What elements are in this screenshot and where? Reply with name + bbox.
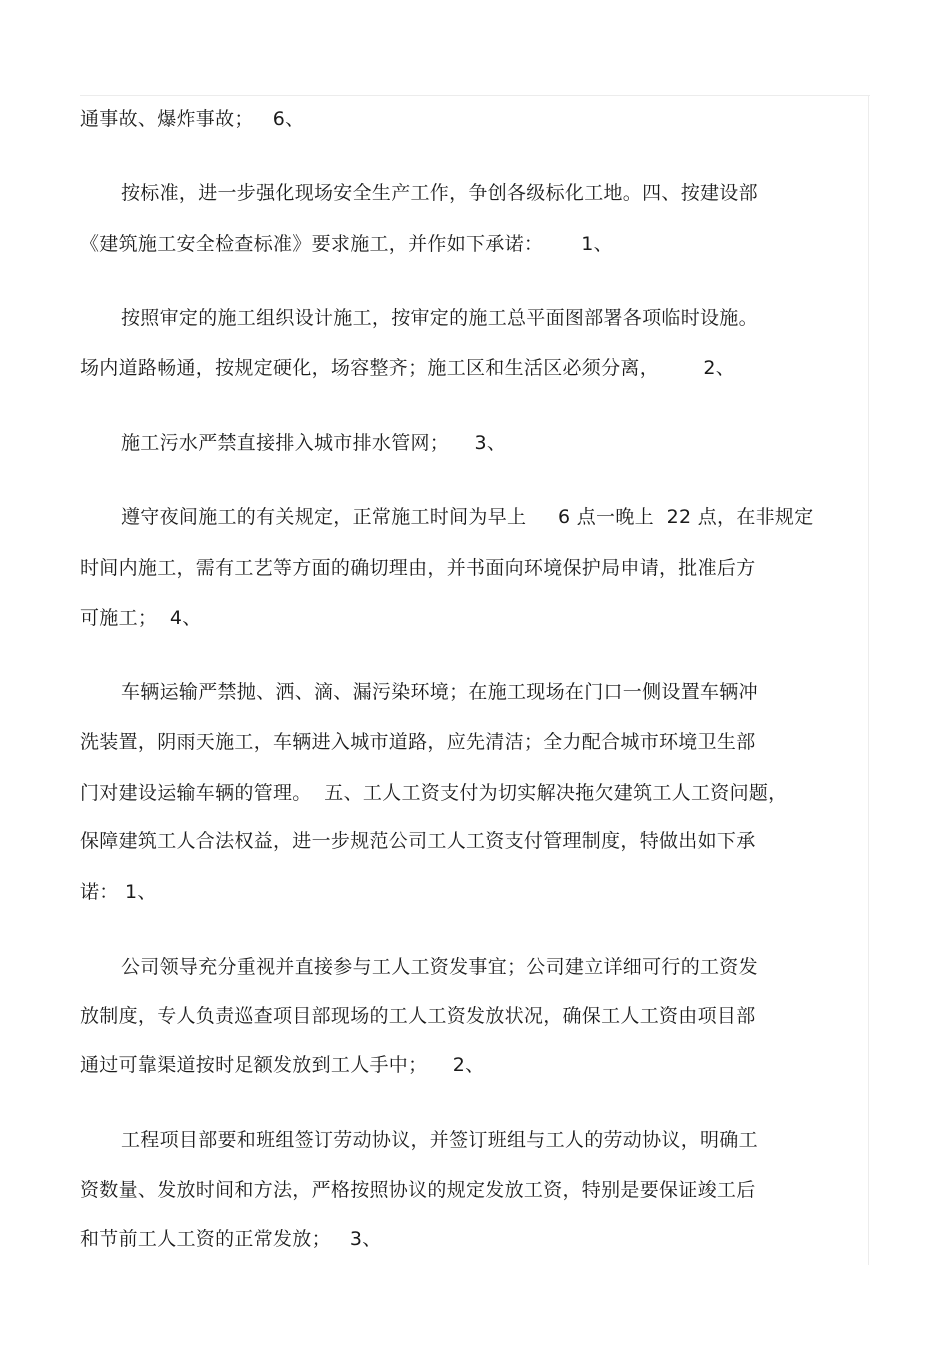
text-line: 按照审定的施工组织设计施工，按审定的施工总平面图部署各项临时设施。 <box>121 307 758 329</box>
text-line: 施工污水严禁直接排入城市排水管网； 3、 <box>121 432 507 454</box>
text-line: 可施工； 4、 <box>80 607 202 629</box>
text-line: 场内道路畅通，按规定硬化，场容整齐；施工区和生活区必须分离， 2、 <box>80 357 736 379</box>
text-line: 放制度，专人负责巡查项目部现场的工人工资发放状况，确保工人工资由项目部 <box>80 1005 756 1027</box>
text-line: 诺： 1、 <box>80 881 157 903</box>
text-line: 车辆运输严禁抛、洒、滴、漏污染环境；在施工现场在门口一侧设置车辆冲 <box>121 681 758 703</box>
text-line: 保障建筑工人合法权益，进一步规范公司工人工资支付管理制度，特做出如下承 <box>80 830 756 852</box>
text-line: 工程项目部要和班组签订劳动协议，并签订班组与工人的劳动协议，明确工 <box>121 1129 758 1151</box>
text-line: 按标准，进一步强化现场安全生产工作，争创各级标化工地。四、按建设部 <box>121 182 758 204</box>
text-line: 门对建设运输车辆的管理。 五、工人工资支付为切实解决拖欠建筑工人工资问题， <box>80 782 788 804</box>
text-line: 公司领导充分重视并直接参与工人工资发事宜；公司建立详细可行的工资发 <box>121 956 758 978</box>
text-line: 资数量、发放时间和方法，严格按照协议的规定发放工资，特别是要保证竣工后 <box>80 1179 756 1201</box>
text-line: 和节前工人工资的正常发放； 3、 <box>80 1228 382 1250</box>
text-line: 通事故、爆炸事故； 6、 <box>80 108 305 130</box>
page-border-top <box>80 95 870 96</box>
page-border-right <box>868 95 869 1265</box>
text-line: 《建筑施工安全检查标准》要求施工，并作如下承诺： 1、 <box>80 233 613 255</box>
text-line: 通过可靠渠道按时足额发放到工人手中； 2、 <box>80 1054 485 1076</box>
text-line: 遵守夜间施工的有关规定，正常施工时间为早上 6 点一晚上 22 点，在非规定 <box>121 506 814 528</box>
text-line: 洗装置，阴雨天施工，车辆进入城市道路，应先清洁；全力配合城市环境卫生部 <box>80 731 756 753</box>
text-line: 时间内施工，需有工艺等方面的确切理由，并书面向环境保护局申请，批准后方 <box>80 557 756 579</box>
